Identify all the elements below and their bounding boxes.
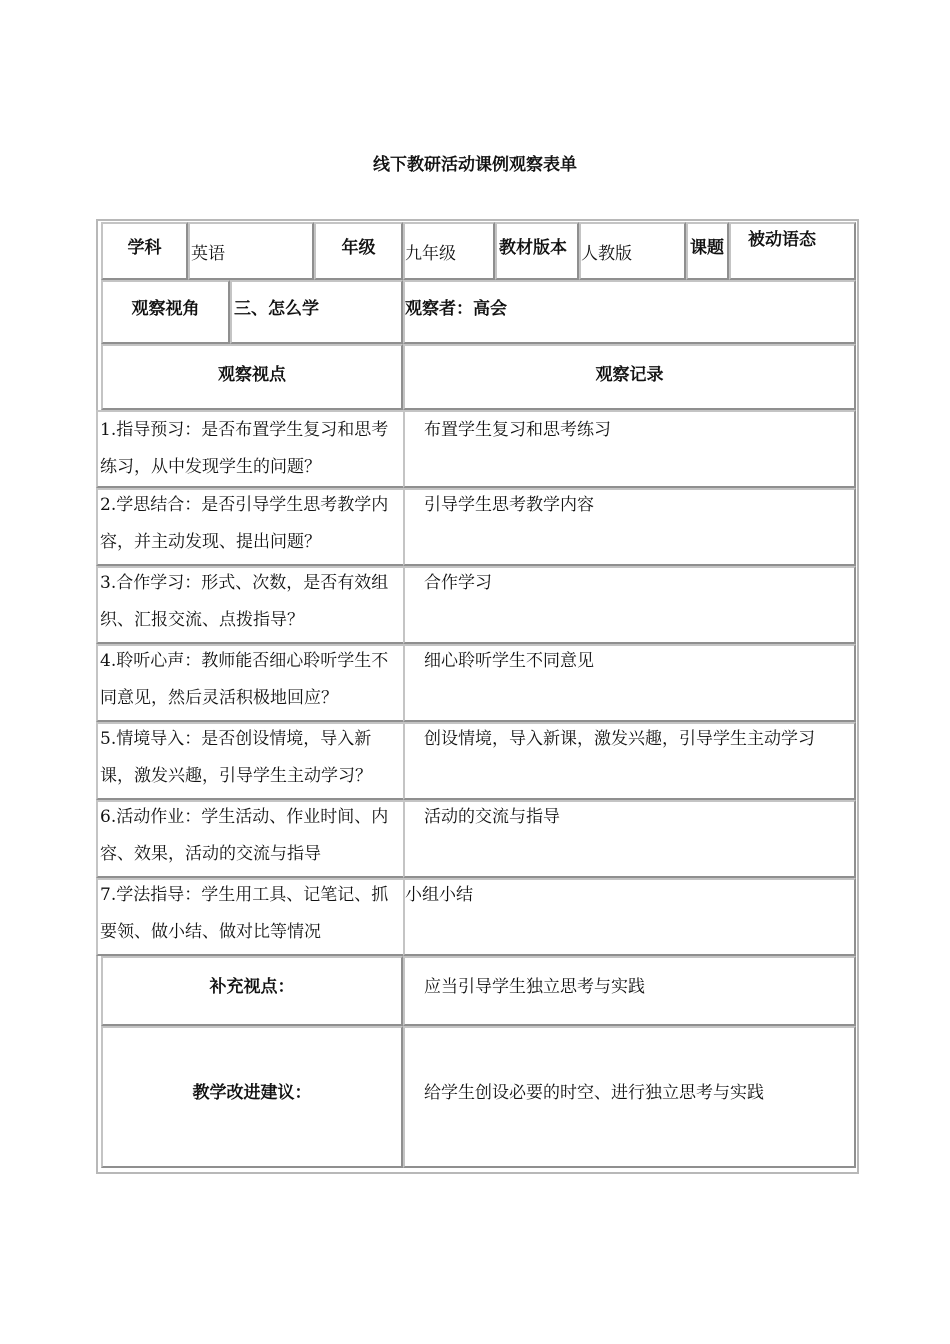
topic-value-cell	[729, 222, 856, 280]
observation-record-4: 细心聆听学生不同意见	[424, 651, 594, 671]
observation-record-cell	[403, 410, 856, 488]
perspective-label-cell	[101, 280, 230, 344]
column-header-point	[101, 344, 403, 410]
observation-point-cell	[96, 800, 405, 878]
suggestion-value: 给学生创设必要的时空、进行独立思考与实践	[424, 1083, 764, 1103]
perspective-value-cell	[230, 280, 403, 344]
suggestion-label: 教学改进建议：	[192, 1083, 312, 1103]
topic-label: 课题	[690, 238, 724, 258]
edition-label-cell	[495, 222, 579, 280]
observation-record-cell	[403, 722, 856, 800]
edition-label: 教材版本	[499, 238, 567, 258]
observation-record-7: 小组小结	[405, 885, 473, 905]
observation-record-cell	[403, 566, 856, 644]
page-title: 线下教研活动课例观察表单	[373, 155, 577, 175]
observation-point-cell	[96, 410, 405, 488]
supplement-value: 应当引导学生独立思考与实践	[424, 977, 645, 997]
grade-value: 九年级	[405, 244, 456, 264]
observation-point-cell	[96, 488, 405, 566]
observation-point-2: 2.学思结合：是否引导学生思考教学内容，并主动发现、提出问题？	[100, 495, 389, 552]
edition-value-cell	[579, 222, 686, 280]
suggestion-value-cell	[403, 1026, 856, 1168]
observation-point-4: 4.聆听心声：教师能否细心聆听学生不同意见，然后灵活积极地回应？	[100, 651, 389, 708]
observation-record-cell	[403, 644, 856, 722]
observation-record-1: 布置学生复习和思考练习	[424, 420, 611, 440]
grade-label-cell	[314, 222, 403, 280]
observation-point-5: 5.情境导入：是否创设情境，导入新课，激发兴趣，引导学生主动学习？	[100, 729, 372, 786]
observation-record-2: 引导学生思考教学内容	[424, 495, 594, 515]
observation-record-5: 创设情境，导入新课，激发兴趣，引导学生主动学习	[424, 729, 815, 749]
column-header-point-label: 观察视点	[218, 365, 286, 385]
observation-point-1: 1.指导预习：是否布置学生复习和思考练习，从中发现学生的问题？	[100, 420, 389, 477]
observation-point-cell	[96, 722, 405, 800]
column-header-record	[403, 344, 856, 410]
observation-point-7: 7.学法指导：学生用工具、记笔记、抓要领、做小结、做对比等情况	[100, 885, 389, 942]
observation-point-cell	[96, 644, 405, 722]
topic-label-cell	[686, 222, 729, 280]
observation-point-cell	[96, 566, 405, 644]
supplement-value-cell	[403, 956, 856, 1026]
observation-point-6: 6.活动作业：学生活动、作业时间、内容、效果，活动的交流与指导	[100, 807, 389, 864]
observation-record-cell	[403, 878, 856, 956]
edition-value: 人教版	[581, 244, 632, 264]
observer-cell	[403, 280, 856, 344]
grade-value-cell	[403, 222, 495, 280]
supplement-label-cell	[101, 956, 403, 1026]
observation-record-cell	[403, 800, 856, 878]
perspective-label: 观察视角	[131, 299, 200, 319]
observation-point-cell	[96, 878, 405, 956]
suggestion-label-cell	[101, 1026, 403, 1168]
topic-value: 被动语态	[748, 230, 816, 250]
column-header-record-label: 观察记录	[595, 365, 664, 385]
observation-point-3: 3.合作学习：形式、次数，是否有效组织、汇报交流、点拨指导？	[100, 573, 389, 630]
observation-record-3: 合作学习	[424, 573, 492, 593]
observer: 观察者：高会	[405, 299, 507, 319]
subject-label: 学科	[127, 238, 162, 258]
supplement-label: 补充视点：	[209, 977, 295, 997]
subject-value: 英语	[191, 244, 225, 264]
subject-label-cell	[101, 222, 188, 280]
perspective-value: 三、怎么学	[234, 299, 319, 319]
observation-record-cell	[403, 488, 856, 566]
subject-value-cell	[188, 222, 314, 280]
grade-label: 年级	[341, 238, 376, 258]
observation-record-6: 活动的交流与指导	[424, 807, 560, 827]
